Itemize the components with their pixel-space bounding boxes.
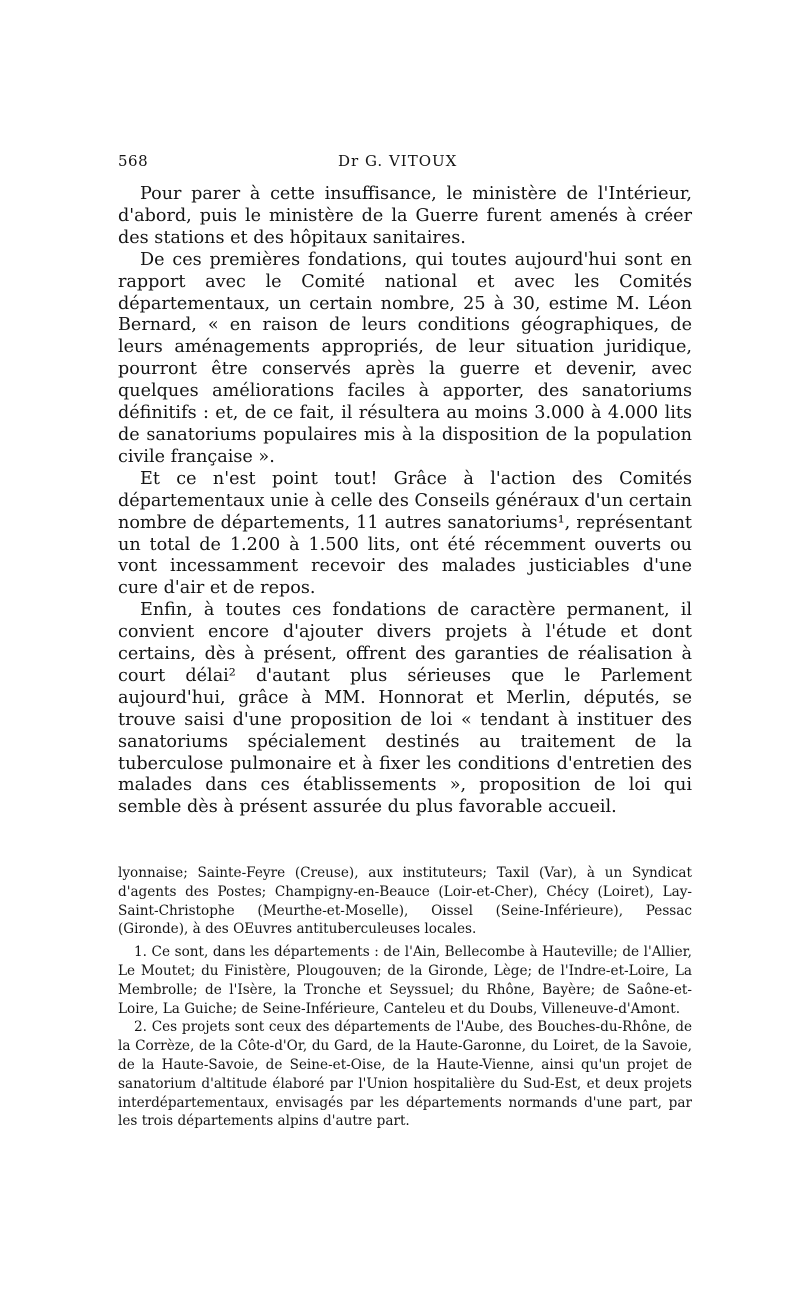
page-number: 568 xyxy=(118,152,149,170)
footnote-1: 1. Ce sont, dans les départements : de l'Ain, Bellecombe à Hauteville; de l'Allier, Le Moutet; du Finistère, Plougouven; de la Gironde, Lège; de l'Indre-et-Loire, La Membrolle; de l'Isère, la Tronche et Seyssuel; du Rhône, Bayère; de Saône-et-Loire, La Guiche; de Seine-Inférieure, Canteleu et du Doubs, Villeneuve-d'Amont. xyxy=(118,944,692,1017)
footnote-continuation: lyonnaise; Sainte-Feyre (Creuse), aux instituteurs; Taxil (Var), à un Syndicat d'agents des Postes; Champigny-en-Beauce (Loir-et-Cher), Chécy (Loiret), Lay-Saint-Christophe (Meurthe-et-Moselle), Oissel (Seine-Inférieure), Pessac (Gironde), à des OEuvres antituberculeuses locales. xyxy=(118,865,692,938)
body-paragraph: Enfin, à toutes ces fondations de caractère permanent, il convient encore d'ajouter divers projets à l'étude et dont certains, dès à présent, offrent des garanties de réalisation à court délai² d'autant plus sérieuses que le Parlement aujourd'hui, grâce à MM. Honnorat et Merlin, députés, se trouve saisi d'une proposition de loi « tendant à instituer des sanatoriums spécialement destinés au traitement de la tuberculose pulmonaire et à fixer les conditions d'entretien des malades dans ces établissements », proposition de loi qui semble dès à présent assurée du plus favorable accueil. xyxy=(118,600,692,818)
running-head-author: Dr G. VITOUX xyxy=(338,152,458,170)
footnote-2: 2. Ces projets sont ceux des départements de l'Aube, des Bouches-du-Rhône, de la Corrèze, de la Côte-d'Or, du Gard, de la Haute-Garonne, du Loiret, de la Savoie, de la Haute-Savoie, de Seine-et-Oise, de la Haute-Vienne, ainsi qu'un projet de sanatorium d'altitude élaboré par l'Union hospitalière du Sud-Est, et deux projets interdépartementaux, envisagés par les départements normands d'une part, par les trois départements alpins d'autre part. xyxy=(118,1019,692,1130)
footnotes xyxy=(118,864,692,1131)
body-paragraph: De ces premières fondations, qui toutes aujourd'hui sont en rapport avec le Comité national et avec les Comités départementaux, un certain nombre, 25 à 30, estime M. Léon Bernard, « en raison de leurs conditions géographiques, de leurs aménagements appropriés, de leur situation juridique, pourront être conservés après la guerre et devenir, avec quelques améliorations faciles à apporter, des sanatoriums définitifs : et, de ce fait, il résultera au moins 3.000 à 4.000 lits de sanatoriums populaires mis à la disposition de la population civile française ». xyxy=(118,249,692,467)
body-paragraph: Pour parer à cette insuffisance, le ministère de l'Intérieur, d'abord, puis le ministère de la Guerre furent amenés à créer des stations et des hôpitaux sanitaires. xyxy=(118,184,692,248)
body-paragraph: Et ce n'est point tout! Grâce à l'action des Comités départementaux unie à celle des Conseils généraux d'un certain nombre de départements, 11 autres sanatoriums¹, représentant un total de 1.200 à 1.500 lits, ont été récemment ouverts ou vont incessamment recevoir des malades justiciables d'une cure d'air et de repos. xyxy=(118,468,692,599)
running-header xyxy=(118,152,688,174)
main-text xyxy=(118,184,692,819)
